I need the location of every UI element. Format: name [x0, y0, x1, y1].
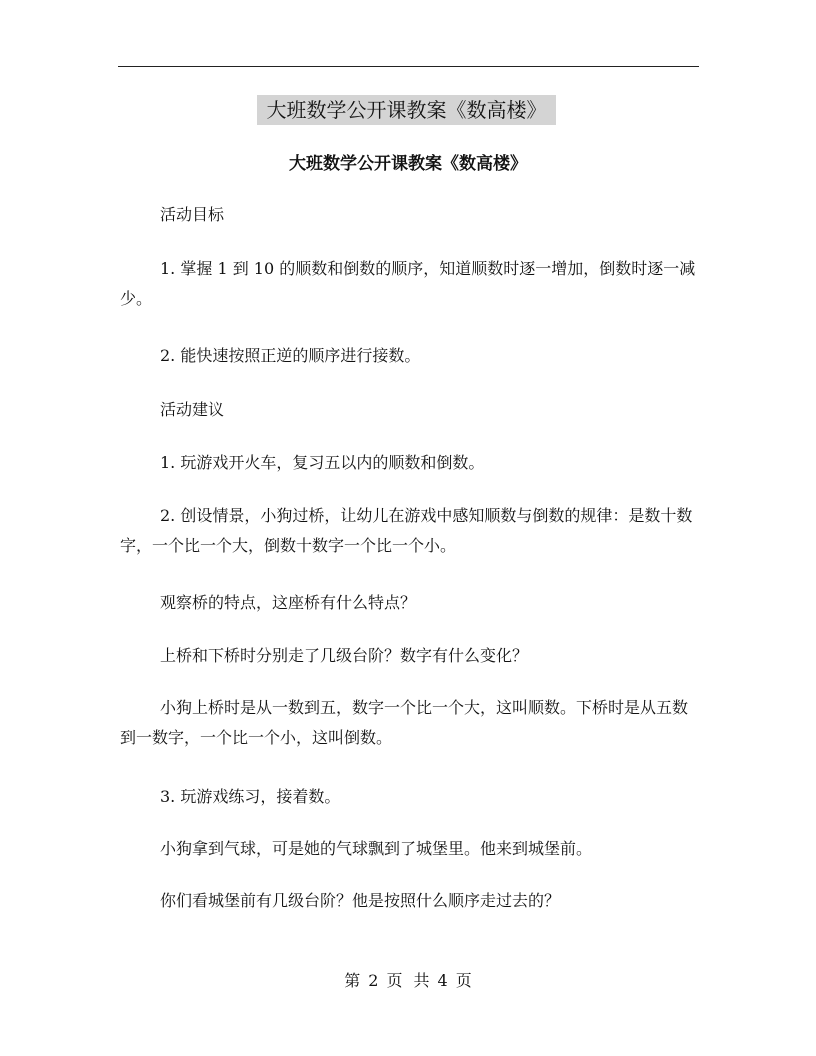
page-footer: [0, 969, 816, 993]
paragraph-bridge-question: 观察桥的特点，这座桥有什么特点？: [160, 593, 417, 612]
paragraph-goal-1: 1. 掌握 1 到 10 的顺数和倒数的顺序，知道顺数时逐一增加，倒数时逐一减少。: [120, 259, 696, 308]
footer-page-number: 2: [368, 971, 379, 990]
paragraph-suggestion-2: 2. 创设情景，小狗过桥，让幼儿在游戏中感知顺数与倒数的规律：是数十数字，一个比一个大，倒数十数字一个比一个小。: [120, 506, 693, 555]
paragraph-castle-question: 你们看城堡前有几级台阶？他是按照什么顺序走过去的？: [160, 891, 561, 910]
footer-suffix: 页: [455, 971, 472, 990]
paragraph-goal-2: 2. 能快速按照正逆的顺序进行接数。: [160, 346, 421, 365]
paragraph-steps-question: 上桥和下桥时分别走了几级台阶？数字有什么变化？: [160, 646, 529, 665]
paragraph-section-goals: 活动目标: [160, 205, 225, 224]
document-title: 大班数学公开课教案《数高楼》: [289, 154, 527, 174]
paragraph-balloon: 小狗拿到气球，可是她的气球飘到了城堡里。他来到城堡前。: [160, 839, 593, 858]
paragraph-suggestion-1: 1. 玩游戏开火车，复习五以内的顺数和倒数。: [160, 453, 485, 472]
footer-mid: 页 共: [386, 971, 430, 990]
paragraph-section-suggestions: 活动建议: [160, 400, 225, 419]
header-title: 大班数学公开课教案《数高楼》: [257, 95, 556, 125]
paragraph-dog-explanation: 小狗上桥时是从一数到五，数字一个比一个大，这叫顺数。下桥时是从五数到一数字，一个比一个小，这叫倒数。: [120, 698, 689, 747]
footer-total-pages: 4: [437, 971, 448, 990]
paragraph-suggestion-3: 3. 玩游戏练习，接着数。: [160, 787, 341, 806]
footer-prefix: 第: [344, 971, 361, 990]
header-rule: [118, 66, 699, 67]
